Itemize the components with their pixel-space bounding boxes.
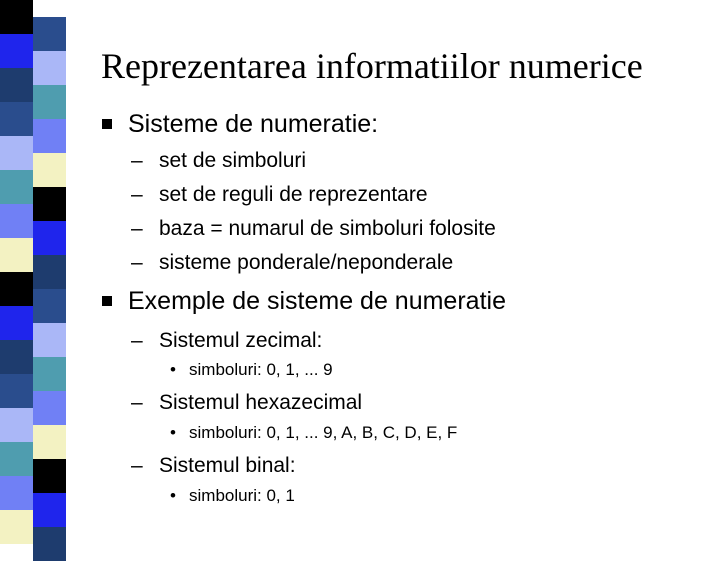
bullet-text: Sisteme de numeratie: <box>128 110 379 138</box>
stripe-block <box>33 119 66 153</box>
sub-bullet-text: Sistemul binal: <box>159 454 296 477</box>
sub-sub-bullet-text: simboluri: 0, 1, ... 9 <box>189 360 333 379</box>
dash-bullet-icon: – <box>131 183 143 206</box>
stripe-block <box>0 204 33 238</box>
stripe-block <box>0 0 33 34</box>
stripe-block <box>0 68 33 102</box>
dot-bullet-icon: • <box>170 423 176 442</box>
dash-bullet-icon: – <box>131 217 143 240</box>
bullet-exemple <box>128 286 506 316</box>
stripe-block <box>0 408 33 442</box>
stripe-block <box>33 187 66 221</box>
sub-bullet-sisteme-ponderale <box>131 250 454 276</box>
stripe-block <box>0 170 33 204</box>
sub-sub-bullet-text: simboluri: 0, 1, ... 9, A, B, C, D, E, F <box>189 423 458 442</box>
sub-bullet-sistemul-zecimal <box>131 328 323 354</box>
sub-sub-bullet-text: simboluri: 0, 1 <box>189 486 295 505</box>
sub-bullet-text: set de reguli de reprezentare <box>159 183 428 206</box>
sub-bullet-set-reguli <box>131 182 428 208</box>
sub-bullet-sistemul-hexazecimal <box>131 390 363 416</box>
stripe-block <box>0 34 33 68</box>
stripe-block <box>33 323 66 357</box>
dash-bullet-icon: – <box>131 329 143 352</box>
square-bullet-icon <box>102 119 112 129</box>
stripe-block <box>0 136 33 170</box>
sub-bullet-text: Sistemul hexazecimal <box>159 391 363 414</box>
sub-bullet-text: sisteme ponderale/neponderale <box>159 251 454 274</box>
stripe-block <box>33 17 66 51</box>
stripe-block <box>33 51 66 85</box>
bullet-text: Exemple de sisteme de numeratie <box>128 287 506 315</box>
stripe-block <box>33 527 66 561</box>
slide-title: Reprezentarea informatiilor numerice <box>101 46 643 86</box>
decorative-stripe <box>0 0 66 540</box>
stripe-block <box>33 289 66 323</box>
stripe-block <box>33 459 66 493</box>
dash-bullet-icon: – <box>131 149 143 172</box>
dot-bullet-icon: • <box>170 360 176 379</box>
dot-bullet-icon: • <box>170 486 176 505</box>
sub-bullet-set-simboluri <box>131 148 307 174</box>
stripe-block <box>0 510 33 544</box>
sub-bullet-text: baza = numarul de simboluri folosite <box>159 217 496 240</box>
stripe-block <box>0 340 33 374</box>
sub-sub-bullet-binal-simboluri <box>170 485 295 507</box>
stripe-block <box>0 102 33 136</box>
bullet-sisteme-de-numeratie <box>128 109 378 139</box>
sub-sub-bullet-hexazecimal-simboluri <box>170 422 458 444</box>
stripe-block <box>33 493 66 527</box>
stripe-block <box>0 476 33 510</box>
stripe-block <box>33 357 66 391</box>
stripe-block <box>33 255 66 289</box>
stripe-block <box>0 238 33 272</box>
stripe-block <box>33 85 66 119</box>
stripe-block <box>33 153 66 187</box>
sub-bullet-sistemul-binal <box>131 453 296 479</box>
sub-sub-bullet-zecimal-simboluri <box>170 359 333 381</box>
stripe-block <box>33 221 66 255</box>
stripe-block <box>0 374 33 408</box>
sub-bullet-text: set de simboluri <box>159 149 307 172</box>
dash-bullet-icon: – <box>131 391 143 414</box>
square-bullet-icon <box>102 296 112 306</box>
sub-bullet-text: Sistemul zecimal: <box>159 329 323 352</box>
dash-bullet-icon: – <box>131 251 143 274</box>
stripe-block <box>0 272 33 306</box>
stripe-block <box>33 391 66 425</box>
stripe-block <box>0 306 33 340</box>
stripe-block <box>33 425 66 459</box>
sub-bullet-baza <box>131 216 496 242</box>
dash-bullet-icon: – <box>131 454 143 477</box>
stripe-block <box>0 442 33 476</box>
